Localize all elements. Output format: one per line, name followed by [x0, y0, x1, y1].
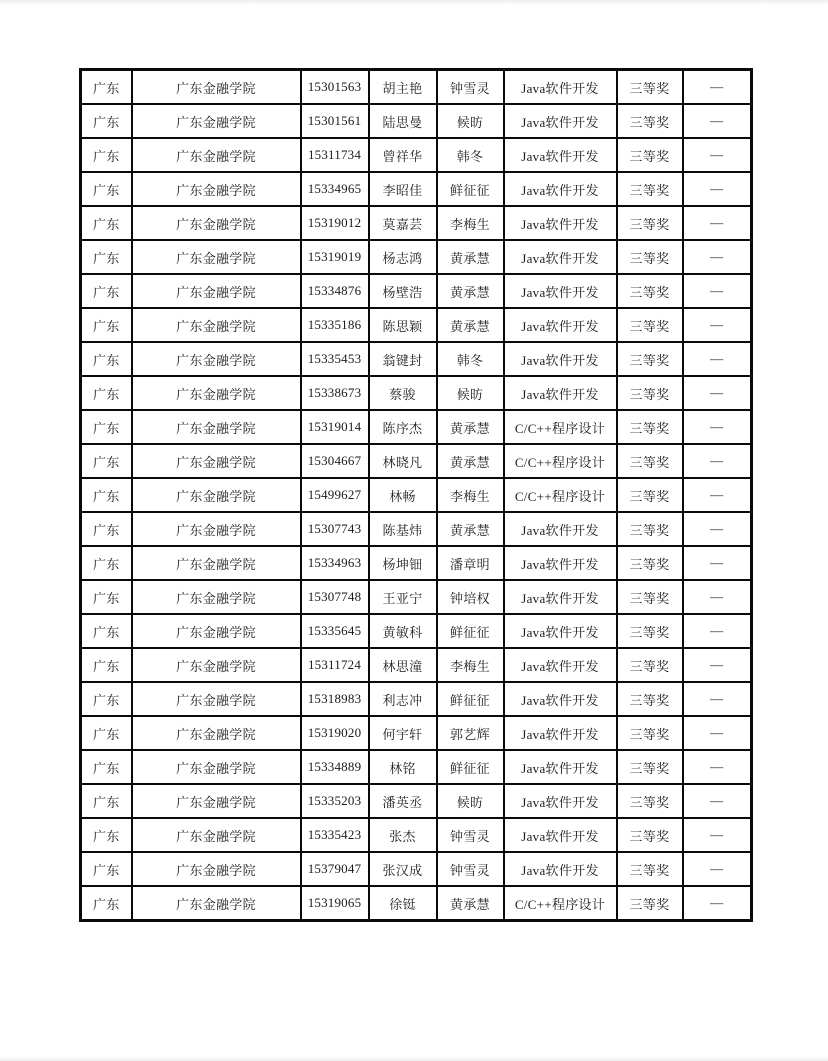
table-row: [81, 648, 752, 682]
cell-award-level: 三等奖: [617, 648, 683, 682]
cell-competition-category: Java软件开发: [504, 852, 617, 886]
cell-school: 广东金融学院: [132, 240, 301, 274]
cell-province: 广东: [81, 172, 132, 206]
cell-student-id: 15335203: [301, 784, 369, 818]
table-row: [81, 410, 752, 444]
cell-student-name: 胡主艳: [369, 70, 437, 105]
cell-advisor-name: 鲜征征: [437, 750, 504, 784]
table-row: [81, 376, 752, 410]
cell-province: 广东: [81, 750, 132, 784]
cell-province: 广东: [81, 410, 132, 444]
cell-advisor-name: 黄承慧: [437, 274, 504, 308]
cell-award-level: 三等奖: [617, 206, 683, 240]
cell-competition-category: Java软件开发: [504, 750, 617, 784]
cell-note: —: [683, 342, 752, 376]
cell-student-name: 杨坤钿: [369, 546, 437, 580]
cell-student-id: 15301561: [301, 104, 369, 138]
table-row: [81, 750, 752, 784]
table-row: [81, 784, 752, 818]
cell-province: 广东: [81, 648, 132, 682]
cell-province: 广东: [81, 70, 132, 105]
cell-school: 广东金融学院: [132, 138, 301, 172]
cell-note: —: [683, 478, 752, 512]
cell-advisor-name: 黄承慧: [437, 444, 504, 478]
cell-student-id: 15334889: [301, 750, 369, 784]
table-row: [81, 682, 752, 716]
cell-province: 广东: [81, 784, 132, 818]
cell-student-name: 曾祥华: [369, 138, 437, 172]
cell-province: 广东: [81, 206, 132, 240]
table-row: [81, 206, 752, 240]
awards-table-body: [81, 70, 752, 921]
cell-advisor-name: 潘章明: [437, 546, 504, 580]
cell-school: 广东金融学院: [132, 682, 301, 716]
cell-competition-category: Java软件开发: [504, 70, 617, 105]
table-row: [81, 240, 752, 274]
cell-province: 广东: [81, 342, 132, 376]
cell-province: 广东: [81, 682, 132, 716]
cell-province: 广东: [81, 308, 132, 342]
table-row: [81, 104, 752, 138]
cell-award-level: 三等奖: [617, 70, 683, 105]
cell-note: —: [683, 648, 752, 682]
cell-student-name: 潘英丞: [369, 784, 437, 818]
cell-advisor-name: 黄承慧: [437, 410, 504, 444]
cell-note: —: [683, 818, 752, 852]
cell-award-level: 三等奖: [617, 172, 683, 206]
cell-advisor-name: 候昉: [437, 784, 504, 818]
cell-award-level: 三等奖: [617, 104, 683, 138]
cell-advisor-name: 李梅生: [437, 206, 504, 240]
cell-award-level: 三等奖: [617, 444, 683, 478]
cell-student-name: 陈思颖: [369, 308, 437, 342]
cell-student-id: 15304667: [301, 444, 369, 478]
cell-competition-category: Java软件开发: [504, 682, 617, 716]
table-row: [81, 546, 752, 580]
cell-note: —: [683, 852, 752, 886]
cell-advisor-name: 韩冬: [437, 138, 504, 172]
cell-province: 广东: [81, 138, 132, 172]
cell-advisor-name: 候昉: [437, 104, 504, 138]
cell-award-level: 三等奖: [617, 580, 683, 614]
cell-competition-category: Java软件开发: [504, 342, 617, 376]
table-row: [81, 308, 752, 342]
cell-note: —: [683, 172, 752, 206]
cell-award-level: 三等奖: [617, 750, 683, 784]
cell-school: 广东金融学院: [132, 614, 301, 648]
cell-competition-category: Java软件开发: [504, 818, 617, 852]
cell-province: 广东: [81, 818, 132, 852]
cell-advisor-name: 黄承慧: [437, 308, 504, 342]
cell-student-id: 15301563: [301, 70, 369, 105]
cell-school: 广东金融学院: [132, 70, 301, 105]
cell-award-level: 三等奖: [617, 138, 683, 172]
cell-student-id: 15334965: [301, 172, 369, 206]
cell-school: 广东金融学院: [132, 784, 301, 818]
cell-school: 广东金融学院: [132, 818, 301, 852]
cell-province: 广东: [81, 274, 132, 308]
cell-note: —: [683, 682, 752, 716]
cell-province: 广东: [81, 580, 132, 614]
cell-school: 广东金融学院: [132, 478, 301, 512]
cell-note: —: [683, 614, 752, 648]
cell-school: 广东金融学院: [132, 546, 301, 580]
page-top-edge: [0, 0, 828, 4]
cell-school: 广东金融学院: [132, 648, 301, 682]
cell-competition-category: C/C++程序设计: [504, 410, 617, 444]
cell-advisor-name: 鲜征征: [437, 172, 504, 206]
cell-advisor-name: 钟雪灵: [437, 852, 504, 886]
cell-province: 广东: [81, 376, 132, 410]
table-row: [81, 852, 752, 886]
table-row: [81, 444, 752, 478]
awards-table: [79, 68, 753, 922]
cell-competition-category: Java软件开发: [504, 308, 617, 342]
cell-province: 广东: [81, 546, 132, 580]
cell-note: —: [683, 716, 752, 750]
cell-school: 广东金融学院: [132, 308, 301, 342]
cell-competition-category: Java软件开发: [504, 648, 617, 682]
cell-note: —: [683, 376, 752, 410]
cell-award-level: 三等奖: [617, 716, 683, 750]
table-row: [81, 886, 752, 921]
cell-school: 广东金融学院: [132, 274, 301, 308]
cell-advisor-name: 韩冬: [437, 342, 504, 376]
cell-note: —: [683, 750, 752, 784]
cell-student-name: 何宇轩: [369, 716, 437, 750]
cell-school: 广东金融学院: [132, 886, 301, 921]
cell-student-name: 徐铤: [369, 886, 437, 921]
cell-advisor-name: 鲜征征: [437, 614, 504, 648]
cell-school: 广东金融学院: [132, 580, 301, 614]
cell-competition-category: Java软件开发: [504, 376, 617, 410]
cell-competition-category: C/C++程序设计: [504, 478, 617, 512]
cell-student-id: 15319020: [301, 716, 369, 750]
cell-award-level: 三等奖: [617, 784, 683, 818]
cell-advisor-name: 钟培权: [437, 580, 504, 614]
cell-student-id: 15338673: [301, 376, 369, 410]
cell-note: —: [683, 410, 752, 444]
cell-award-level: 三等奖: [617, 274, 683, 308]
cell-student-name: 陆思曼: [369, 104, 437, 138]
cell-competition-category: Java软件开发: [504, 546, 617, 580]
cell-student-id: 15335423: [301, 818, 369, 852]
cell-province: 广东: [81, 886, 132, 921]
cell-student-id: 15319019: [301, 240, 369, 274]
cell-school: 广东金融学院: [132, 444, 301, 478]
cell-province: 广东: [81, 852, 132, 886]
cell-school: 广东金融学院: [132, 512, 301, 546]
cell-note: —: [683, 308, 752, 342]
cell-student-id: 15335186: [301, 308, 369, 342]
cell-competition-category: Java软件开发: [504, 614, 617, 648]
cell-student-name: 杨壁浩: [369, 274, 437, 308]
cell-competition-category: Java软件开发: [504, 512, 617, 546]
cell-student-name: 陈基炜: [369, 512, 437, 546]
cell-student-name: 翁键封: [369, 342, 437, 376]
cell-award-level: 三等奖: [617, 546, 683, 580]
cell-advisor-name: 鲜征征: [437, 682, 504, 716]
cell-student-name: 杨志鸿: [369, 240, 437, 274]
cell-advisor-name: 李梅生: [437, 478, 504, 512]
cell-award-level: 三等奖: [617, 240, 683, 274]
cell-award-level: 三等奖: [617, 818, 683, 852]
cell-advisor-name: 黄承慧: [437, 512, 504, 546]
cell-student-id: 15499627: [301, 478, 369, 512]
cell-student-name: 李昭佳: [369, 172, 437, 206]
cell-student-id: 15379047: [301, 852, 369, 886]
cell-competition-category: C/C++程序设计: [504, 886, 617, 921]
cell-award-level: 三等奖: [617, 614, 683, 648]
cell-student-id: 15335645: [301, 614, 369, 648]
cell-competition-category: Java软件开发: [504, 138, 617, 172]
cell-award-level: 三等奖: [617, 308, 683, 342]
table-row: [81, 342, 752, 376]
cell-student-id: 15334963: [301, 546, 369, 580]
cell-province: 广东: [81, 716, 132, 750]
cell-competition-category: Java软件开发: [504, 104, 617, 138]
cell-student-name: 张汉成: [369, 852, 437, 886]
cell-province: 广东: [81, 478, 132, 512]
cell-student-id: 15319014: [301, 410, 369, 444]
cell-competition-category: Java软件开发: [504, 172, 617, 206]
table-row: [81, 70, 752, 105]
cell-award-level: 三等奖: [617, 886, 683, 921]
cell-student-name: 林畅: [369, 478, 437, 512]
cell-note: —: [683, 784, 752, 818]
cell-advisor-name: 李梅生: [437, 648, 504, 682]
cell-school: 广东金融学院: [132, 750, 301, 784]
cell-note: —: [683, 206, 752, 240]
cell-province: 广东: [81, 444, 132, 478]
cell-advisor-name: 黄承慧: [437, 240, 504, 274]
cell-school: 广东金融学院: [132, 716, 301, 750]
cell-advisor-name: 候昉: [437, 376, 504, 410]
cell-award-level: 三等奖: [617, 376, 683, 410]
cell-competition-category: Java软件开发: [504, 716, 617, 750]
cell-note: —: [683, 546, 752, 580]
cell-school: 广东金融学院: [132, 172, 301, 206]
cell-student-name: 王亚宁: [369, 580, 437, 614]
cell-school: 广东金融学院: [132, 104, 301, 138]
table-row: [81, 716, 752, 750]
cell-award-level: 三等奖: [617, 682, 683, 716]
cell-student-id: 15311724: [301, 648, 369, 682]
cell-student-name: 林晓凡: [369, 444, 437, 478]
cell-note: —: [683, 444, 752, 478]
cell-student-name: 黄敏科: [369, 614, 437, 648]
cell-student-id: 15335453: [301, 342, 369, 376]
cell-award-level: 三等奖: [617, 852, 683, 886]
cell-competition-category: Java软件开发: [504, 206, 617, 240]
cell-student-id: 15311734: [301, 138, 369, 172]
cell-province: 广东: [81, 240, 132, 274]
cell-province: 广东: [81, 512, 132, 546]
cell-advisor-name: 郭艺辉: [437, 716, 504, 750]
cell-note: —: [683, 138, 752, 172]
cell-competition-category: Java软件开发: [504, 580, 617, 614]
cell-school: 广东金融学院: [132, 206, 301, 240]
table-row: [81, 478, 752, 512]
cell-competition-category: C/C++程序设计: [504, 444, 617, 478]
cell-student-name: 林思潼: [369, 648, 437, 682]
table-row: [81, 138, 752, 172]
page-bottom-edge: [0, 1057, 828, 1061]
cell-competition-category: Java软件开发: [504, 784, 617, 818]
cell-student-id: 15307748: [301, 580, 369, 614]
cell-province: 广东: [81, 614, 132, 648]
cell-student-name: 莫嘉芸: [369, 206, 437, 240]
cell-student-name: 陈序杰: [369, 410, 437, 444]
cell-school: 广东金融学院: [132, 410, 301, 444]
cell-student-id: 15318983: [301, 682, 369, 716]
cell-school: 广东金融学院: [132, 376, 301, 410]
cell-note: —: [683, 886, 752, 921]
cell-competition-category: Java软件开发: [504, 240, 617, 274]
cell-competition-category: Java软件开发: [504, 274, 617, 308]
cell-province: 广东: [81, 104, 132, 138]
cell-award-level: 三等奖: [617, 342, 683, 376]
table-row: [81, 274, 752, 308]
cell-advisor-name: 黄承慧: [437, 886, 504, 921]
cell-award-level: 三等奖: [617, 478, 683, 512]
cell-advisor-name: 钟雪灵: [437, 70, 504, 105]
cell-school: 广东金融学院: [132, 342, 301, 376]
table-row: [81, 580, 752, 614]
cell-school: 广东金融学院: [132, 852, 301, 886]
cell-student-id: 15319012: [301, 206, 369, 240]
cell-note: —: [683, 240, 752, 274]
table-row: [81, 172, 752, 206]
cell-student-id: 15319065: [301, 886, 369, 921]
table-row: [81, 614, 752, 648]
table-row: [81, 818, 752, 852]
cell-note: —: [683, 104, 752, 138]
cell-note: —: [683, 512, 752, 546]
cell-student-id: 15334876: [301, 274, 369, 308]
cell-student-id: 15307743: [301, 512, 369, 546]
cell-award-level: 三等奖: [617, 410, 683, 444]
cell-note: —: [683, 580, 752, 614]
cell-student-name: 张杰: [369, 818, 437, 852]
cell-note: —: [683, 70, 752, 105]
cell-student-name: 蔡骏: [369, 376, 437, 410]
cell-note: —: [683, 274, 752, 308]
cell-advisor-name: 钟雪灵: [437, 818, 504, 852]
cell-student-name: 利志冲: [369, 682, 437, 716]
cell-student-name: 林铭: [369, 750, 437, 784]
cell-award-level: 三等奖: [617, 512, 683, 546]
table-row: [81, 512, 752, 546]
